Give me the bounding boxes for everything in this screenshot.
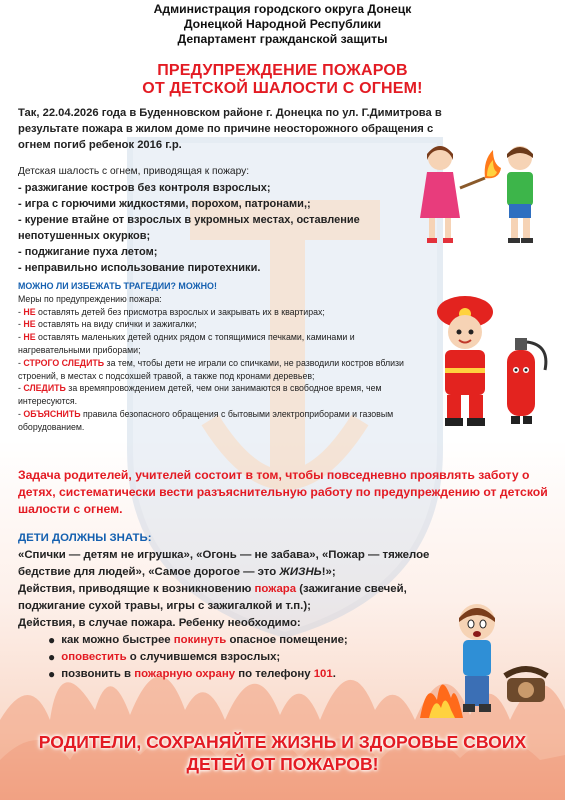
kids-bullet-keyword: оповестить — [61, 651, 127, 663]
warning-title — [0, 62, 565, 98]
prevention-keyword: НЕ — [23, 306, 36, 317]
kids-bullet-text: позвонить в — [61, 668, 135, 680]
slogans-text: «Спички — детям не игрушка», «Огонь — не забава», «Пожар — тяжелое бедствие для людей», «Самое дорогое — это — [18, 549, 430, 578]
kids-fire-causes — [18, 581, 438, 615]
parents-task-text: Задача родителей, учителей состоит в том, чтобы повседневно проявлять заботу о детях, систематически вести разъяснительную работу по предупреждению от детской шалости с огнем. — [18, 468, 548, 516]
bullet-dash: - — [18, 319, 24, 330]
final-appeal — [0, 731, 565, 775]
children-playing-with-fire-illustration — [405, 138, 555, 248]
kids-in-case: Действия, в случае пожара. Ребенку необходимо: — [18, 617, 301, 629]
bullet-dash: - — [18, 383, 24, 394]
kids-bullet — [48, 632, 438, 649]
prevention-item — [18, 382, 413, 408]
fire-extinguisher-icon — [507, 350, 535, 416]
actions-text: Действия, приводящие к возникновению — [18, 583, 255, 595]
bullet-dot-icon: ● — [48, 667, 56, 681]
prevention-text: за времяпровождением детей, чем они занимаются в свободное время, чем интересуются. — [18, 383, 382, 407]
header-line-2: Донецкой Народной Республики — [183, 17, 382, 31]
kids-heading: ДЕТИ ДОЛЖНЫ ЗНАТЬ: — [18, 532, 152, 544]
kids-bullet-text-end: опасное помещение; — [226, 634, 348, 646]
causes-item: - курение втайне от взрослых в укромных местах, оставление непотушенных окурков; — [18, 214, 360, 242]
prevention-text: оставлять на виду спички и зажигалки; — [35, 319, 197, 330]
causes-item: - неправильно использование пиротехники. — [18, 262, 261, 274]
child-shirt-icon — [463, 640, 491, 676]
final-appeal-line-1: РОДИТЕЛИ, СОХРАНЯЙТЕ ЖИЗНЬ И ЗДОРОВЬЕ СВОИХ — [38, 732, 527, 752]
causes-list — [18, 180, 398, 276]
slogans-life: ЖИЗНЬ — [279, 566, 322, 578]
causes-item: - игра с горючими жидкостями, порохом, патронами,; — [18, 198, 311, 210]
firefighter-boy-illustration — [425, 290, 555, 430]
prevention-heading: МОЖНО ЛИ ИЗБЕЖАТЬ ТРАГЕДИИ? МОЖНО! — [18, 281, 217, 291]
prevention-item — [18, 331, 413, 357]
causes-item: - разжигание костров без контроля взрослых; — [18, 182, 271, 194]
kids-bullet-text: как можно быстрее — [61, 634, 174, 646]
prevention-item — [18, 318, 413, 331]
kids-bullet-text-end: . — [332, 668, 336, 680]
kids-bullet — [48, 649, 438, 666]
boy-shirt-icon — [507, 172, 533, 206]
kids-must-know-section — [18, 530, 438, 683]
causes-section — [18, 164, 398, 276]
causes-intro: Детская шалость с огнем, приводящая к пожару: — [18, 166, 250, 177]
causes-item: - поджигание пуха летом; — [18, 246, 158, 258]
prevention-text: оставлять детей без присмотра взрослых и закрывать их в квартирах; — [35, 306, 325, 317]
bullet-dash: - — [18, 332, 24, 343]
incident-report: Так, 22.04.2026 года в Буденновском районе г. Донецка по ул. Г.Димитрова в результате пожара в жилом доме по причине неосторожного обращения с огнем погиб ребенок 2016 г.р. — [18, 107, 442, 151]
warning-title-line-2: ОТ ДЕТСКОЙ ШАЛОСТИ С ОГНЕМ! — [142, 80, 423, 97]
bullet-dot-icon: ● — [48, 633, 56, 647]
prevention-keyword: СТРОГО СЛЕДИТЬ — [23, 357, 105, 368]
prevention-text: оставлять маленьких детей одних рядом с топящимися печками, каминами и нагревательными приборами; — [18, 332, 355, 355]
firefighter-face-icon — [448, 315, 482, 349]
header-line-1: Администрация городского округа Донецк — [153, 2, 412, 16]
prevention-list — [18, 306, 413, 434]
warning-title-line-1: ПРЕДУПРЕЖДЕНИЕ ПОЖАРОВ — [157, 62, 408, 79]
prevention-keyword: НЕ — [23, 332, 36, 343]
prevention-keyword: СЛЕДИТЬ — [23, 383, 66, 394]
prevention-text: за тем, чтобы дети не играли со спичками, не разводили костров вблизи строений, в местах с подсохшей травой, а также под кронами деревьев; — [18, 357, 404, 381]
actions-keyword: пожара — [254, 583, 297, 595]
prevention-item — [18, 408, 413, 434]
bullet-dash: - — [18, 357, 24, 368]
prevention-intro: Меры по предупреждению пожара: — [18, 293, 162, 304]
kids-bullet-text-mid: по телефону — [235, 668, 314, 680]
kids-bullet-keyword: покинуть — [173, 634, 227, 646]
prevention-keyword: НЕ — [23, 319, 36, 330]
girl-dress-icon — [420, 172, 460, 218]
bullet-dash: - — [18, 306, 24, 317]
kids-bullet — [48, 666, 438, 683]
header-authority — [0, 2, 565, 47]
phone-number: 101 — [313, 668, 333, 680]
bullet-dash: - — [18, 408, 24, 419]
scared-child-with-phone-illustration — [415, 600, 555, 720]
prevention-section — [18, 280, 413, 434]
bullet-dot-icon: ● — [48, 650, 56, 664]
slogans-end: !»; — [321, 566, 336, 578]
kids-slogans — [18, 547, 438, 581]
kids-bullet-keyword: пожарную охрану — [134, 668, 236, 680]
prevention-item — [18, 306, 413, 319]
kids-bullets — [18, 632, 438, 683]
kids-bullet-text-end: о случившемся взрослых; — [126, 651, 281, 663]
prevention-item — [18, 357, 413, 383]
prevention-keyword: ОБЪЯСНИТЬ — [23, 408, 81, 419]
final-appeal-line-2: ДЕТЕЙ ОТ ПОЖАРОВ! — [186, 754, 379, 774]
header-line-3: Департамент гражданской защиты — [177, 32, 388, 46]
actions-text-end: (зажигание свечей, поджигание сухой травы, игры с зажигалкой и т.п.); — [18, 583, 407, 612]
prevention-text: правила безопасного обращения с бытовыми электроприборами и газовым оборудованием. — [18, 408, 394, 432]
